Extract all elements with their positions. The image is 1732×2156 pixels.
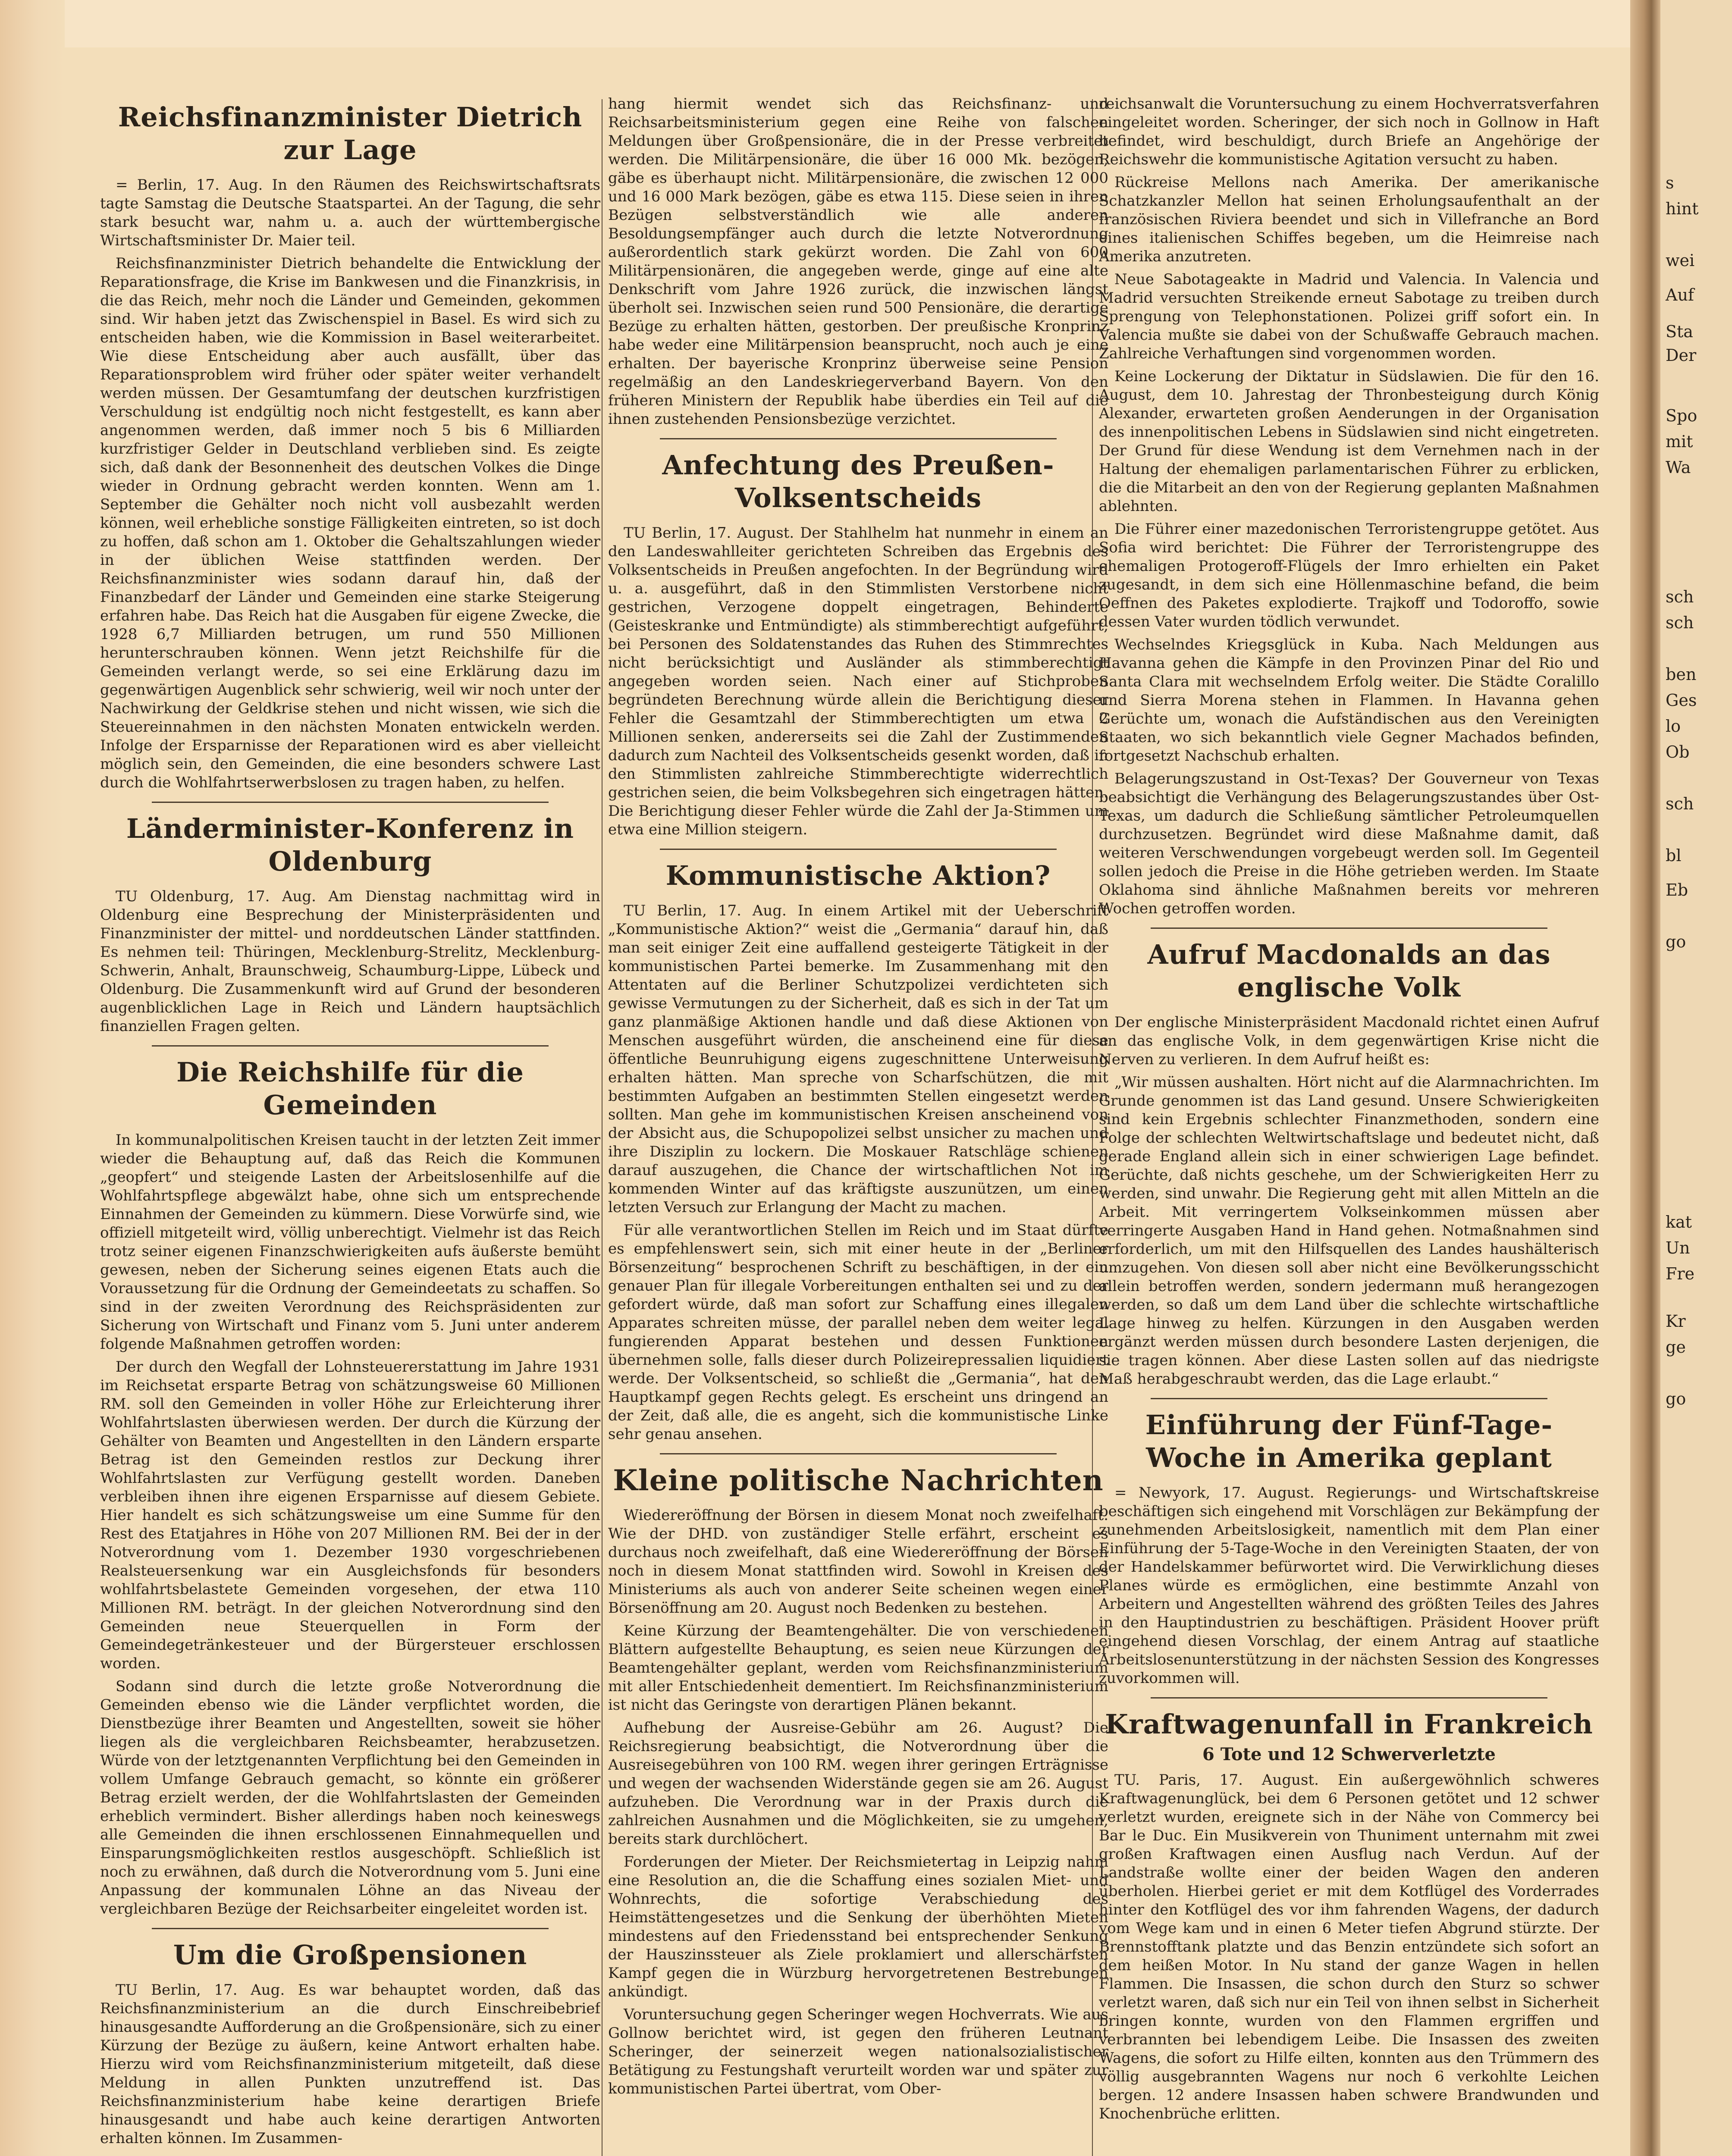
edge-text-fragment: kat (1666, 1213, 1692, 1232)
article-separator (660, 438, 1057, 439)
article-paragraph: TU Oldenburg, 17. Aug. Am Dienstag nachmittag wird in Oldenburg eine Besprechung der Ministerpräsidenten und Finanzminister der mittel- und norddeutschen Länder stattfinden. Es nehmen teil: Thüringen, Mecklenburg-Strelitz, Mecklenburg-Schwerin, Anhalt, Braunschweig, Schaumburg-Lippe, Lübeck und Oldenburg. Die Zusammenkunft wird auf Grund der besonderen augenblicklichen Lage in Reich und Ländern hauptsächlich finanziellen Fragen gelten. (100, 888, 600, 1035)
edge-text-fragment: Ob (1666, 743, 1690, 761)
news-item: Wiedereröffnung der Börsen in diesem Monat noch zweifelhaft. Wie der DHD. von zuständiger Stelle erfährt, erscheint es durchaus noch zweifelhaft, daß eine Wiedereröffnung der Börsen noch in diesem Monat stattfinden wird. Sowohl in Kreisen des Ministeriums als auch von anderer Seite scheinen wegen einer Börsenöffnung am 20. August noch Bedenken zu bestehen. (608, 1507, 1108, 1617)
edge-text-fragment: Der (1666, 346, 1697, 365)
edge-text-fragment: Eb (1666, 881, 1688, 899)
article-separator (152, 1045, 549, 1047)
left-page-margin (0, 0, 65, 2156)
article-paragraph: Für alle verantwortlichen Stellen im Reich und im Staat dürfte es empfehlenswert sein, sich mit einer heute in der „Berliner Börsenzeitung“ besprochenen Schrift zu beschäftigen, in der ein genauer Plan für illegale Vorbereitungen enthalten sei und zu der gefordert würde, daß man sofort zur Schaffung eines illegalen Apparates schreiten müsse, der parallel neben dem weiter legal fungierenden Apparat bestehen und dessen Funktionen übernehmen solle, falls dieser durch Polizeirepressalien liquidiert werde. Der Volksentscheid, so schließt die „Germania“, hat den Hauptkampf gegen Rechts gelegt. Es erscheint uns dringend an der Zeit, daß alle, die es angeht, sich die kommunistische Linke sehr genau ansehen. (608, 1222, 1108, 1443)
article-paragraph: = Newyork, 17. August. Regierungs- und Wirtschaftskreise beschäftigen sich eingehend mit Vorschlägen zur Bekämpfung der zunehmenden Arbeitslosigkeit, namentlich mit dem Plan einer Einführung der 5-Tage-Woche in den Vereinigten Staaten, der von der Handelskammer befürwortet wird. Die Verwirklichung dieses Planes würde es ermöglichen, eine bestimmte Anzahl von Arbeitern und Angestellten während des größten Teiles des Jahres in den Hauptindustrien zu beschäftigen. Präsident Hoover prüft eingehend diesen Vorschlag, der einem Antrag auf staatliche Arbeitslosenunterstützung in der nächsten Session des Kongresses zuvorkommen will. (1099, 1484, 1599, 1687)
news-item: Voruntersuchung gegen Scheringer wegen Hochverrats. Wie aus Gollnow berichtet wird, ist gegen den früheren Leutnant Scheringer, der seinerzeit wegen nationalsozialistischer Betätigung zu Festungshaft verurteilt worden war und später zur kommunistischen Partei übertrat, vom Ober- (608, 2006, 1108, 2097)
edge-text-fragment: bl (1666, 846, 1682, 865)
edge-text-fragment: sch (1666, 587, 1694, 606)
article-paragraph: Der englische Ministerpräsident Macdonald richtet einen Aufruf an das englische Volk, in dem gegenwärtigen Krise nicht die Nerven zu verlieren. In dem Aufruf heißt es: (1099, 1014, 1599, 1068)
edge-text-fragment: Fre (1666, 1264, 1695, 1283)
edge-text-fragment: go (1666, 1389, 1686, 1408)
article-paragraph: TU Berlin, 17. Aug. Es war behauptet worden, daß das Reichsfinanzministerium an die durch Einschreibebrief hinausgesandte Aufforderung an die Großpensionäre, sich zu einer Kürzung der Bezüge zu äußern, keine Antwort erhalten habe. Hierzu wird vom Reichsfinanzministerium mitgeteilt, daß diese Meldung in allen Punkten unzutreffend ist. Das Reichsfinanzministerium habe keine derartigen Briefe hinausgesandt und habe auch keine derartigen Antworten erhalten können. Im Zusammen- (100, 1981, 600, 2147)
headline-kleine-nachrichten: Kleine politische Nachrichten (613, 1463, 1104, 1497)
article-paragraph: Der durch den Wegfall der Lohnsteuererstattung im Jahre 1931 im Reichsetat ersparte Betrag von schätzungsweise 60 Millionen RM. soll den Gemeinden in voller Höhe zur Erleichterung ihrer Wohlfahrtslasten überwiesen werden. Der durch die Kürzung der Gehälter von Beamten und Angestellten in den Ländern ersparte Betrag ist den Gemeinden restlos zur Deckung ihrer Wohlfahrtslasten zur Verfügung gestellt worden. Daneben verbleiben ihnen ihre eigenen Ersparnisse auf diesem Gebiete. Hier handelt es sich schätzungsweise um eine Summe für den Rest des Etatjahres in Höhe von 207 Millionen RM. Bei der in der Notverordnung vom 1. Dezember 1930 vorgeschriebenen Realsteuersenkung war ein Ausgleichsfonds für besonders wohlfahrtsbelastete Gemeinden vorgesehen, der etwa 110 Millionen RM. beträgt. In der gleichen Notverordnung sind den Gemeinden neue Steuerquellen in Form der Gemeindegetränkesteuer und der Bürgersteuer erschlossen worden. (100, 1358, 600, 1672)
edge-text-fragment: wei (1666, 251, 1695, 270)
article-separator (660, 1453, 1057, 1454)
column-1 (100, 95, 600, 2156)
article-separator (1151, 1697, 1547, 1698)
edge-text-fragment: Ges (1666, 691, 1697, 710)
edge-text-fragment: s (1666, 173, 1674, 192)
headline-kommunistische-aktion: Kommunistische Aktion? (665, 860, 1051, 891)
headline-laenderminister: Länderminister-Konferenz in Oldenburg (126, 813, 574, 877)
news-item: Rückreise Mellons nach Amerika. Der amerikanische Schatzkanzler Mellon hat seinen Erholungsaufenthalt an der französischen Riviera beendet und sich in Villefranche an Bord eines italienischen Schiffes begeben, um die Heimreise nach Amerika anzutreten. (1099, 174, 1599, 265)
edge-text-fragment: ben (1666, 665, 1697, 684)
edge-text-fragment: Wa (1666, 458, 1691, 477)
news-item: Die Führer einer mazedonischen Terroristengruppe getötet. Aus Sofia wird berichtet: Die Führer der Terroristengruppe des ehemaligen Protogeroff-Flügels der Imro erhielten ein Paket zugesandt, in dem sich eine Höllenmaschine befand, die beim Oeffnen des Paketes explodierte. Trajkoff und Todoroffo, sowie dessen Vater wurden tödlich verwundet. (1099, 520, 1599, 630)
edge-text-fragment: Kr (1666, 1312, 1686, 1331)
article-paragraph: In kommunalpolitischen Kreisen taucht in der letzten Zeit immer wieder die Behauptung auf, daß das Reich die Kommunen „geopfert“ und steigende Lasten der Arbeitslosenhilfe auf die Wohlfahrtspflege abgewälzt habe, ohne sich um entsprechende Einnahmen der Gemeinden zu kümmern. Diese Vorwürfe sind, wie offiziell mitgeteilt wird, völlig unberechtigt. Vielmehr ist das Reich trotz seiner eigenen Finanzschwierigkeiten aufs äußerste bemüht gewesen, neben der Sicherung seines eigenen Etats auch die Voraussetzung für die Ordnung der Gemeindeetats zu schaffen. So sind in der zweiten Verordnung des Reichspräsidenten zur Sicherung von Wirtschaft und Finanz vom 5. Juni unter anderem folgende Maßnahmen getroffen worden: (100, 1131, 600, 1353)
headline-anfechtung: Anfechtung des Preußen-Volksentscheids (662, 449, 1054, 514)
news-item: Neue Sabotageakte in Madrid und Valencia. In Valencia und Madrid versuchten Streikende erneut Sabotage zu treiben durch Sprengung von Telephonstationen. Polizei griff sofort ein. In Valencia mußte sie dabei von der Schußwaffe Gebrauch machen. Zahlreiche Verhaftungen sind vorgenommen worden. (1099, 271, 1599, 362)
edge-text-fragment: lo (1666, 717, 1681, 736)
headline-reichshilfe: Die Reichshilfe für die Gemeinden (176, 1056, 524, 1121)
edge-text-fragment: sch (1666, 794, 1694, 813)
column-3 (1099, 95, 1599, 2156)
article-separator (152, 1928, 549, 1929)
edge-text-fragment: hint (1666, 199, 1699, 218)
news-item: Aufhebung der Ausreise-Gebühr am 26. August? Die Reichsregierung beabsichtigt, die Notverordnung über die Ausreisegebühren von 100 RM. wegen ihrer geringen Erträgnisse und wegen der wachsenden Widerstände gegen sie am 26. August aufzuheben. Die Verordnung war in der Praxis durch die zahlreichen Ausnahmen und die Möglichkeiten, sie zu umgehen, bereits stark durchlöchert. (608, 1719, 1108, 1848)
article-paragraph: Reichsfinanzminister Dietrich behandelte die Entwicklung der Reparationsfrage, die Krise im Bankwesen und die Finanzkrisis, in die das Reich, mehr noch die Länder und Gemeinden, gekommen sind. Wir haben jetzt das Zwischenspiel in Basel. Es wird sich zu entscheiden haben, wie die Kommission in Basel weiterarbeitet. Wie diese Entscheidung aber auch ausfällt, über das Reparationsproblem wird früher oder später weiter verhandelt werden müssen. Der Gesamtumfang der deutschen kurzfristigen Verschuldung ist endgültig noch nicht festgestellt, es kann aber angenommen werden, daß immer noch 5 bis 6 Milliarden kurzfristiger Gelder in Deutschland verblieben sind. Es zeigte sich, daß dank der Besonnenheit des deutschen Volkes die Dinge wieder in Ordnung gebracht werden konnten. Wenn am 1. September die Gehälter noch nicht voll ausbezahlt werden können, weil erhebliche sonstige Fälligkeiten eintreten, so ist doch zu hoffen, daß schon am 1. Oktober die Gehaltszahlungen wieder in der üblichen Weise stattfinden werden. Der Reichsfinanzminister wies sodann darauf hin, daß der Finanzbedarf der Länder und Gemeinden eine starke Steigerung erfahren habe. Das Reich hat die Ausgaben für eigene Zwecke, die 1928 6,7 Milliarden betrugen, um rund 550 Millionen herunterschrauben können. Wenn jetzt Reichshilfe für die Gemeinden verlangt werde, so sei eine Erklärung dazu im gegenwärtigen Augenblick sehr schwierig, weil wir noch unter der Nachwirkung der Geldkrise stehen und nicht wissen, wie sich die Steuereinnahmen in den nächsten Monaten entwickeln werden. Infolge der Ersparnisse der Reparationen wird es aber vielleicht möglich sein, den Gemeinden, die eine besonders schwere Last durch die Wohlfahrtserwerbslosen zu tragen haben, zu helfen. (100, 255, 600, 791)
article-paragraph: TU Berlin, 17. Aug. In einem Artikel mit der Ueberschrift „Kommunistische Aktion?“ weist die „Germania“ darauf hin, daß man seit einiger Zeit eine auffallend gesteigerte Tätigkeit in der kommunistischen Partei bemerke. Im Zusammenhang mit den Attentaten auf die Berliner Schutzpolizei verdichteten sich gewisse Vermutungen zu der Sicherheit, daß es sich in der Tat um ganz planmäßige Aktionen handle und daß diese Aktionen von Menschen ausgeführt würden, die anscheinend eine für diese öffentliche Beunruhigung eigens zugeschnittene Unterweisung erhalten hätten. Man spreche von Scharfschützen, die mit bestimmten Aufgaben an bestimmten Stellen eingesetzt werden sollten. Man gehe im kommunistischen Kreisen anscheinend von der Absicht aus, die Schupopolizei selbst unsicher zu machen und ihre Disziplin zu lockern. Die Moskauer Ratschläge schienen darauf auszugehen, die Chance der wirtschaftlichen Not im kommenden Winter auf das kräftigste auszunützen, um einen letzten Versuch zur Erlangung der Macht zu machen. (608, 902, 1108, 1216)
article-separator (660, 849, 1057, 850)
edge-text-fragment: Spo (1666, 406, 1697, 425)
subheadline-kraftwagenunfall: 6 Tote und 12 Schwerverletzte (1202, 1744, 1496, 1764)
article-separator (1151, 928, 1547, 929)
news-item: Belagerungszustand in Ost-Texas? Der Gouverneur von Texas beabsichtigt die Verhängung des Belagerungszustandes über Ost-Texas, um dadurch die Schließung sämtlicher Petroleumquellen durchzusetzen. Begründet wird diese Maßnahme damit, daß weiteren Verschwendungen vorgebeugt werden soll. Im Gegenteil sollen jedoch die Preise in die Höhe getrieben werden. Im Staate Oklahoma sind ähnliche Maßnahmen bereits vor mehreren Wochen getroffen worden. (1099, 770, 1599, 917)
headline-kraftwagenunfall: Kraftwagenunfall in Frankreich (1105, 1708, 1593, 1740)
news-item: Keine Lockerung der Diktatur in Südslawien. Die für den 16. August, dem 10. Jahrestag der Thronbesteigung durch König Alexander, erwarteten großen Aenderungen in der Organisation des innenpolitischen Lebens in Südslawien sind nicht eingetreten. Der Grund für diese Wendung ist dem Vernehmen nach in der Haltung der ehemaligen parlamentarischen Führer zu erblicken, die die Mitarbeit an den von der Regierung geplanten Maßnahmen ablehnten. (1099, 368, 1599, 515)
article-separator (152, 802, 549, 803)
news-item: Forderungen der Mieter. Der Reichsmietertag in Leipzig nahm eine Resolution an, die die Schaffung eines sozialen Miet- und Wohnrechts, die sofortige Verabschiedung des Heimstättengesetzes und die Senkung der überhöhten Mieten mindestens auf den Friedensstand bei entsprechender Senkung der Hauszinssteuer als Ziele proklamiert und allerschärfsten Kampf gegen die in Würzburg hervorgetretenen Bestrebungen ankündigt. (608, 1853, 1108, 2000)
article-separator (1151, 1398, 1547, 1399)
edge-text-fragment: ge (1666, 1338, 1686, 1357)
article-paragraph: = Berlin, 17. Aug. In den Räumen des Reichswirtschaftsrats tagte Samstag die Deutsche Staatspartei. An der Tagung, die sehr stark besucht war, nahm u. a. auch der württembergische Wirtschaftsminister Dr. Maier teil. (100, 176, 600, 249)
binding-gutter (1630, 0, 1660, 2156)
edge-text-fragment: Sta (1666, 322, 1693, 341)
article-paragraph: hang hiermit wendet sich das Reichsfinanz- und Reichsarbeitsministerium gegen eine Reihe von falschen Meldungen über Großpensionäre, die in der Presse verbreitet werden. Die Militärpensionäre, die über 16 000 Mk. bezögen, gäbe es überhaupt nicht. Militärpensionäre, die zwischen 12 000 und 16 000 Mark bezögen, gäbe es etwa 115. Diese seien in ihren Bezügen selbstverständlich wie alle anderen Besoldungsempfänger auch durch die letzte Notverordnung außerordentlich stark gekürzt worden. Die Zahl von 600 Militärpensionären, die angegeben werde, ginge auf eine alte Denkschrift vom Jahre 1926 zurück, die inzwischen längst überholt sei. Inzwischen seien rund 500 Pensionäre, die derartige Bezüge zu erhalten hätten, gestorben. Der preußische Kronprinz habe weder eine Militärpension beansprucht, noch auch je eine erhalten. Der bayerische Kronprinz überweise seine Pension regelmäßig an den Landeskriegerverband Bayern. Von den früheren Ministern der Republik habe überdies ein Teil auf die ihnen zustehenden Pensionsbezüge verzichtet. (608, 95, 1108, 428)
edge-text-fragment: mit (1666, 432, 1693, 451)
headline-grosspensionen: Um die Großpensionen (173, 1939, 527, 1971)
news-item: Keine Kürzung der Beamtengehälter. Die von verschiedenen Blättern aufgestellte Behauptung, es seien neue Kürzungen der Beamtengehälter geplant, werden vom Reichsfinanzministerium mit aller Entschiedenheit dementiert. Im Reichsfinanzministerium ist nicht das Geringste von derartigen Plänen bekannt. (608, 1622, 1108, 1714)
headline-fuenf-tage-woche: Einführung der Fünf-Tage-Woche in Amerika geplant (1145, 1409, 1553, 1473)
edge-text-fragment: go (1666, 932, 1686, 951)
article-paragraph: TU Berlin, 17. August. Der Stahlhelm hat nunmehr in einem an den Landeswahlleiter gerichteten Schreiben das Ergebnis des Volksentscheids in Preußen angefochten. In der Begründung wird u. a. ausgeführt, daß in den Stimmlisten Verstorbene nicht gestrichen, Verzogene doppelt eingetragen, Behinderte (Geisteskranke und Entmündigte) als stimmberechtigt aufgeführt, bei Personen des Soldatenstandes das Ruhen des Stimmrechtes nicht berücksichtigt und Ausländer als stimmberechtigt angegeben worden seien. Nach einer auf Stichproben begründeten Berechnung würde allein die Berichtigung dieser Fehler die Gesamtzahl der Stimmberechtigten um etwa 2 Millionen senken, andererseits sei die Zahl der Zustimmenden dadurch zum Nachteil des Volksentscheids gesenkt worden, daß in den Stimmlisten zahlreiche Stimmberechtigte widerrechtlich gestrichen seien, die beim Volksbegehren sich eingetragen hätten. Die Berichtigung dieser Fehler würde die Zahl der Ja-Stimmen um etwa eine Million steigern. (608, 524, 1108, 838)
article-paragraph: Sodann sind durch die letzte große Notverordnung die Gemeinden ebenso wie die Länder verpflichtet worden, die Dienstbezüge ihrer Beamten und Angestellten, soweit sie höher liegen als die vergleichbaren Reichsbeamter, herabzusetzen. Würde von der letztgenannten Verpflichtung bei den Gemeinden in vollem Umfange Gebrauch gemacht, so könnte ein größerer Betrag erzielt werden, der die Wohlfahrtslasten der Gemeinden erheblich vermindert. Bisher allerdings haben noch keineswegs alle Gemeinden die ihnen erschlossenen Einnahmequellen und Einsparungsmöglichkeiten restlos ausgeschöpft. Schließlich ist noch zu erwähnen, daß durch die Notverordnung vom 5. Juni eine Anpassung der kommunalen Löhne an das Niveau der vergleichbaren Bezüge der Reichsarbeiter eingeleitet worden ist. (100, 1678, 600, 1918)
news-item: reichsanwalt die Voruntersuchung zu einem Hochverratsverfahren eingeleitet worden. Scheringer, der sich noch in Gollnow in Haft befindet, wird beschuldigt, durch Briefe an Angehörige der Reichswehr die kommunistische Agitation versucht zu haben. (1099, 95, 1599, 168)
edge-text-fragment: Un (1666, 1238, 1690, 1257)
edge-text-fragment: sch (1666, 613, 1694, 632)
edge-text-fragment: Auf (1666, 285, 1694, 304)
news-item: Wechselndes Kriegsglück in Kuba. Nach Meldungen aus Havanna gehen die Kämpfe in den Provinzen Pinar del Rio und Santa Clara mit wechselndem Erfolg weiter. Die Städte Coralillo und Sierra Morena stehen in Flammen. In Havanna gehen Gerüchte um, wonach die Aufständischen aus den Vereinigten Staaten, wo sich bekanntlich viele Gegner Machados befinden, fortgesetzt Nachschub erhalten. (1099, 636, 1599, 765)
column-2 (608, 95, 1108, 2156)
headline-dietrich: Reichsfinanzminister Dietrich zur Lage (118, 101, 583, 166)
article-paragraph: „Wir müssen aushalten. Hört nicht auf die Alarmnachrichten. Im Grunde genommen ist das Land gesund. Unsere Schwierigkeiten sind kein Ergebnis schlechter Finanzmethoden, sondern eine Folge der schlechten Weltwirtschaftslage und bedeutet nicht, daß gerade England allein sich in einer schwierigen Lage befindet. Gerüchte, daß nichts geschehe, um der Schwierigkeiten Herr zu werden, sind unwahr. Die Regierung geht mit allen Mitteln an die Arbeit. Mit verringertem Volkseinkommen müssen aber verringerte Ausgaben Hand in Hand gehen. Notmaßnahmen sind erforderlich, um mit den Hilfsquellen des Landes haushälterisch umzugehen. Von diesen soll aber nicht eine Bevölkerungsschicht allein betroffen werden, sondern jedermann muß herangezogen werden, so daß um dem Land über die schlechte wirtschaftliche Lage hinweg zu helfen. Kürzungen in den Ausgaben werden ergänzt werden müssen durch besondere Lasten derjenigen, die sie tragen können. Aber diese Lasten sollen auf das niedrigste Maß herabgeschraubt werden, das die Lage erlaubt.“ (1099, 1074, 1599, 1388)
article-paragraph: TU. Paris, 17. August. Ein außergewöhnlich schweres Kraftwagenunglück, bei dem 6 Personen getötet und 12 schwer verletzt wurden, ereignete sich in der Nähe von Commercy bei Bar le Duc. Ein Musikverein von Thuniment unternahm mit zwei großen Kraftwagen einen Ausflug nach Verdun. Auf der Landstraße wollte einer der beiden Wagen den anderen überholen. Hierbei geriet er mit dem Kotflügel des Vorderrades hinter den Kotflügel des vor ihm fahrenden Wagens, der dadurch vom Wege kam und in einen 6 Meter tiefen Abgrund stürzte. Der Brennstofftank platzte und das Benzin entzündete sich sofort an dem heißen Motor. In Nu stand der ganze Wagen in hellen Flammen. Die Insassen, die schon durch den Sturz so schwer verletzt waren, daß sich nur ein Teil von ihnen selbst in Sicherheit bringen konnte, wurden von den Flammen ergriffen und verbrannten bei lebendigem Leibe. Die Insassen des zweiten Wagens, die sofort zu Hilfe eilten, konnten aus den Trümmern des völlig ausgebrannten Wagens nur noch 6 verkohlte Leichen bergen. 12 andere Insassen haben schwere Brandwunden und Knochenbrüche erlitten. (1099, 1771, 1599, 2122)
headline-aufruf-macdonald: Aufruf Macdonalds an das englische Volk (1147, 939, 1551, 1003)
